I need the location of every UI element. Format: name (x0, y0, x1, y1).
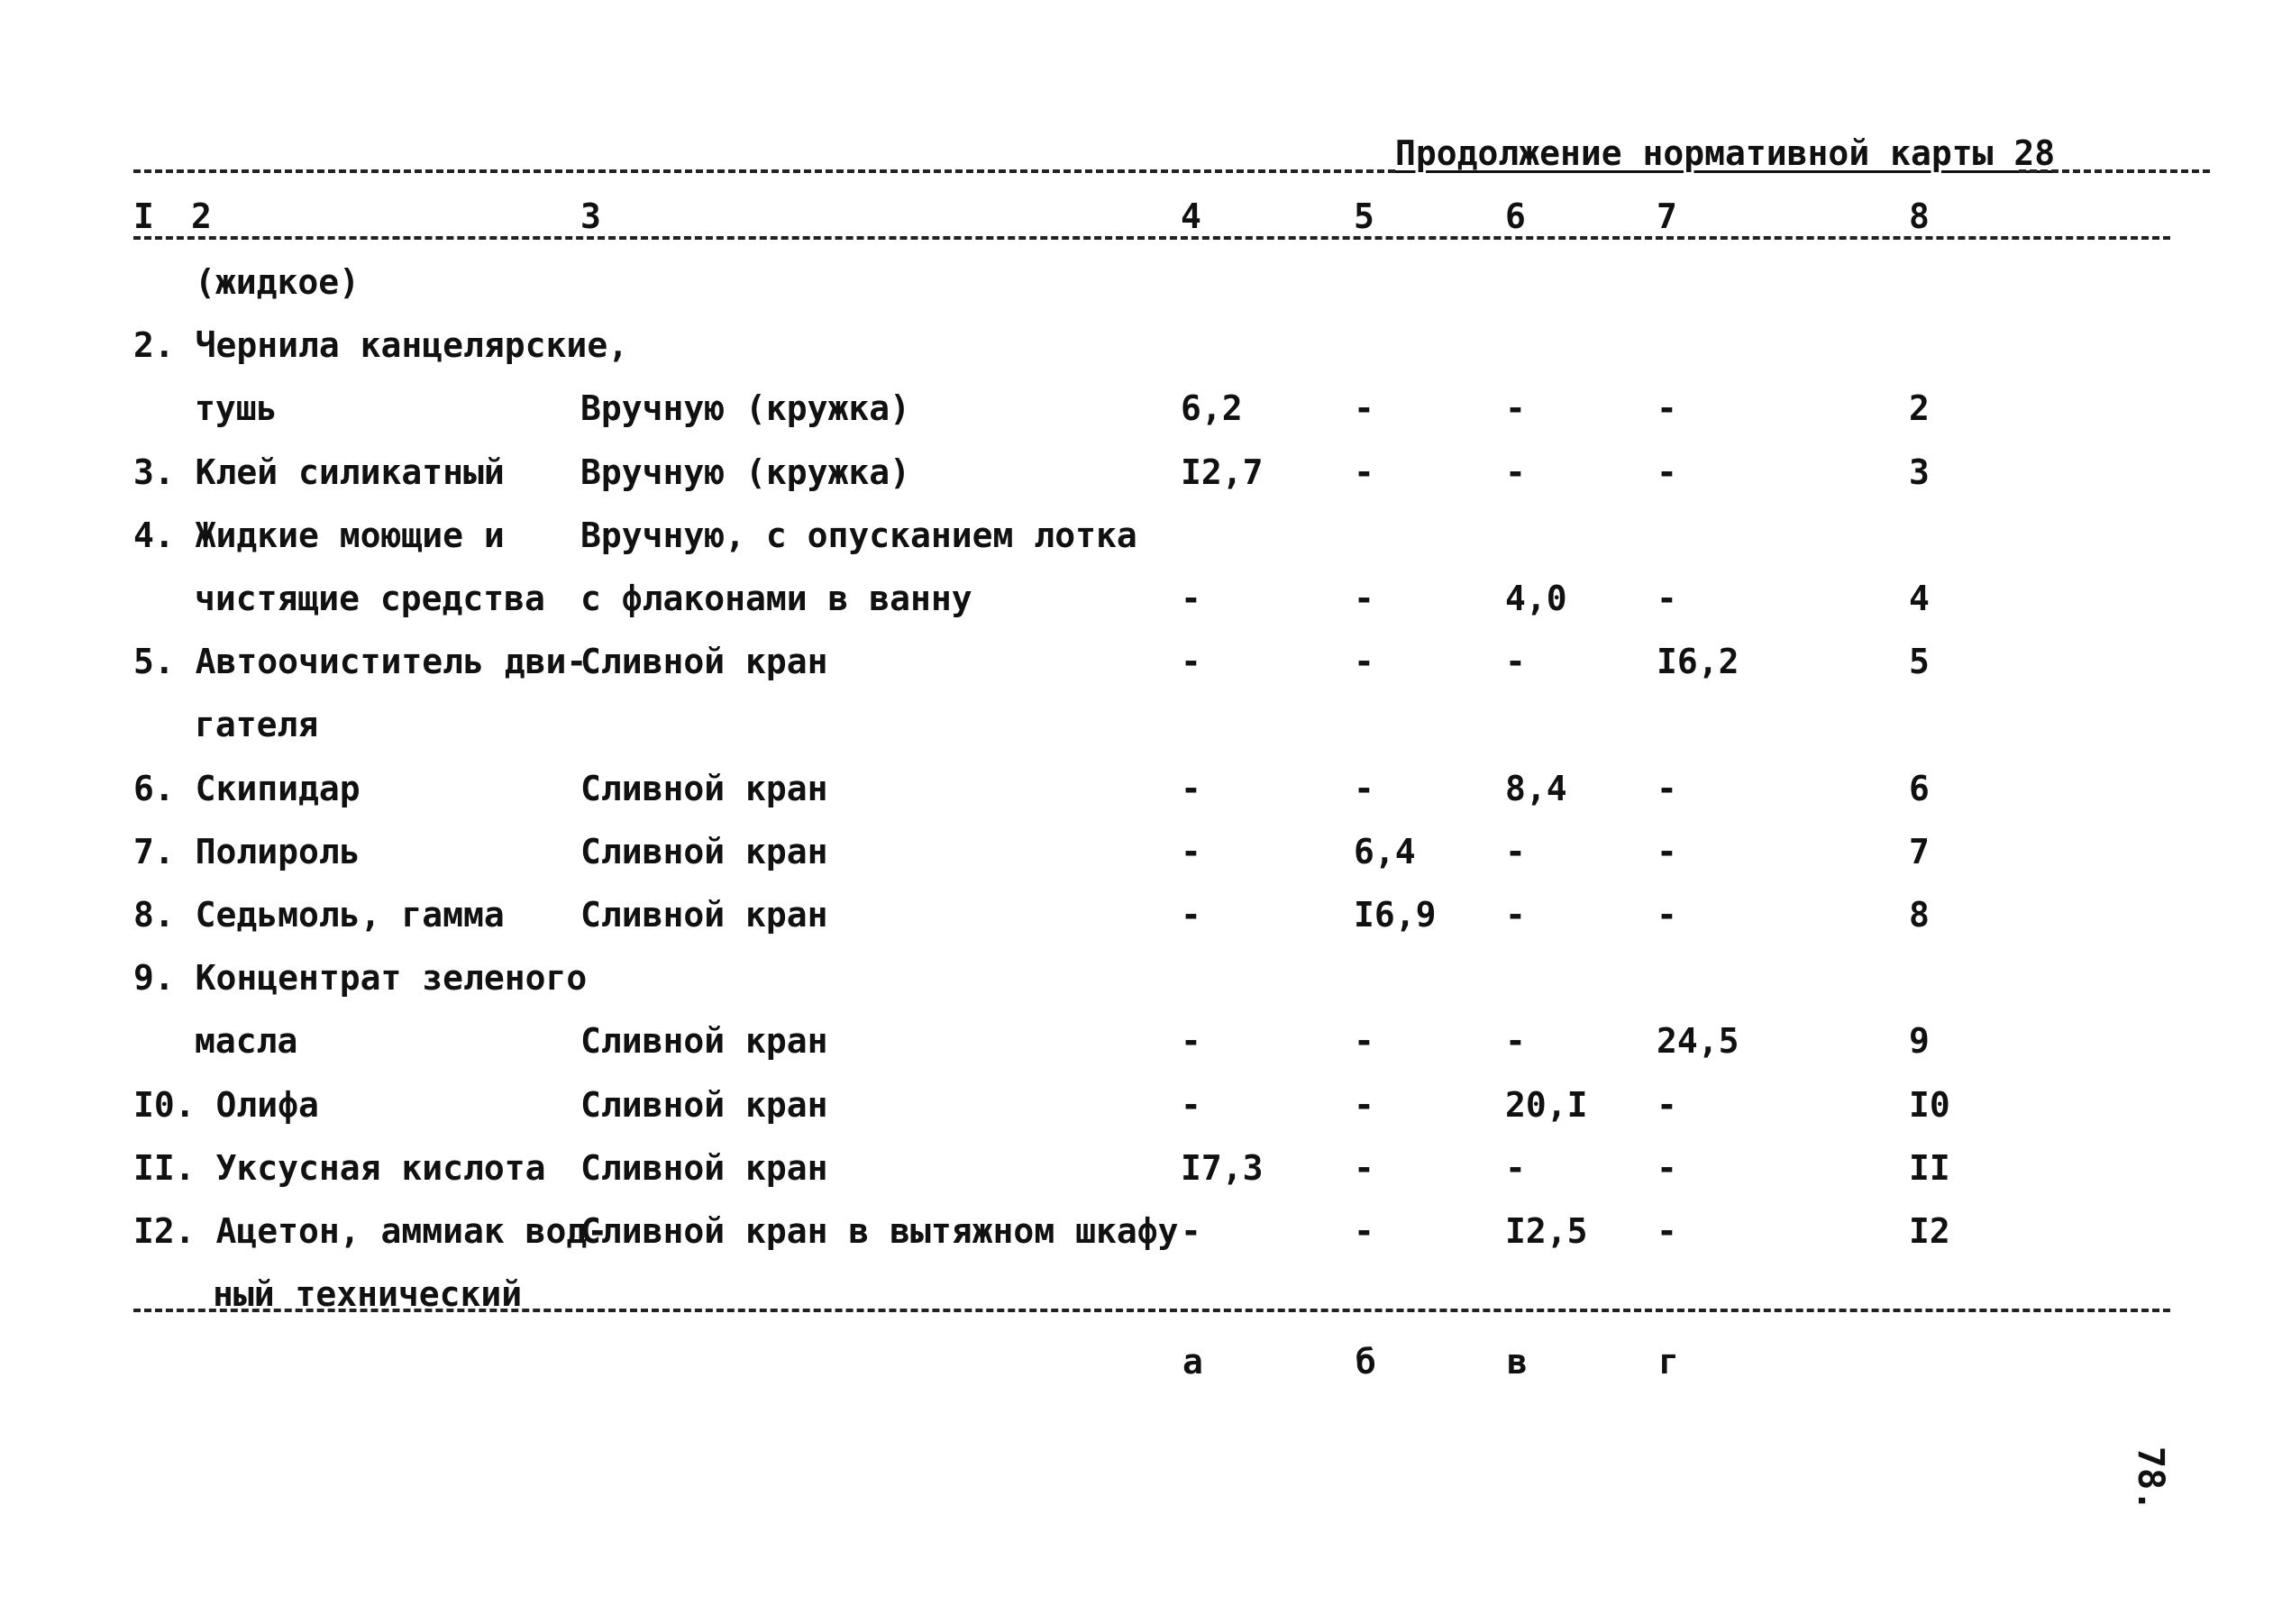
table-cell-r11-c2: 8. Седьмоль, гамма (133, 895, 505, 935)
table-cell-r7-c4: - (1181, 642, 1201, 681)
table-cell-r15-c7: - (1657, 1148, 1677, 1188)
table-cell-r14-c2: I0. Олифа (133, 1085, 319, 1125)
table-cell-r4-c6: - (1505, 452, 1526, 492)
table-cell-r3-c5: - (1354, 388, 1374, 428)
table-cell-r7-c5: - (1354, 642, 1374, 681)
table-cell-r9-c7: - (1657, 769, 1677, 808)
table-cell-r6-c8: 4 (1909, 579, 1930, 618)
table-cell-r16-c7: - (1657, 1211, 1677, 1251)
table-cell-r3-c4: 6,2 (1181, 388, 1243, 428)
table-cell-r10-c5: 6,4 (1354, 832, 1416, 871)
table-cell-r14-c5: - (1354, 1085, 1374, 1125)
table-cell-r9-c6: 8,4 (1505, 769, 1567, 808)
col-num-5: 5 (1354, 196, 1374, 236)
table-cell-r15-c6: - (1505, 1148, 1526, 1188)
table-cell-r14-c3: Сливной кран (580, 1085, 828, 1125)
table-cell-r10-c6: - (1505, 832, 1526, 871)
table-cell-r14-c7: - (1657, 1085, 1677, 1125)
table-cell-r11-c7: - (1657, 895, 1677, 935)
col-num-7: 7 (1657, 196, 1677, 236)
table-cell-r13-c5: - (1354, 1021, 1374, 1061)
table-cell-r14-c6: 20,I (1505, 1085, 1588, 1125)
table-cell-r11-c6: - (1505, 895, 1526, 935)
table-cell-r13-c7: 24,5 (1657, 1021, 1739, 1061)
table-cell-r11-c3: Сливной кран (580, 895, 828, 935)
table-cell-r9-c5: - (1354, 769, 1374, 808)
table-cell-r7-c8: 5 (1909, 642, 1930, 681)
table-cell-r14-c4: - (1181, 1085, 1201, 1125)
table-cell-r11-c4: - (1181, 895, 1201, 935)
table-cell-r4-c8: 3 (1909, 452, 1930, 492)
table-cell-r4-c7: - (1657, 452, 1677, 492)
footer-letter-a: а (1182, 1342, 1203, 1382)
table-cell-r14-c8: I0 (1909, 1085, 1950, 1125)
table-cell-r6-c2: чистящие средства (195, 579, 545, 618)
table-cell-r10-c8: 7 (1909, 832, 1930, 871)
table-cell-r10-c7: - (1657, 832, 1677, 871)
table-cell-r16-c2: I2. Ацетон, аммиак вод- (133, 1211, 608, 1251)
footer-letter-b: б (1356, 1342, 1376, 1382)
footer-letter-g: г (1658, 1342, 1679, 1382)
table-cell-r4-c2: 3. Клей силикатный (133, 452, 505, 492)
table-cell-r3-c7: - (1657, 388, 1677, 428)
table-cell-r3-c2: тушь (195, 388, 278, 428)
table-cell-r7-c3: Сливной кран (580, 642, 828, 681)
table-cell-r16-c8: I2 (1909, 1211, 1950, 1251)
table-cell-r13-c6: - (1505, 1021, 1526, 1061)
page-title: Продолжение нормативной карты 28 (1395, 133, 2056, 173)
table-cell-r6-c6: 4,0 (1505, 579, 1567, 618)
header-rule (133, 169, 1395, 173)
table-cell-r9-c2: 6. Скипидар (133, 769, 361, 808)
table-cell-r9-c3: Сливной кран (580, 769, 828, 808)
table-cell-r7-c7: I6,2 (1657, 642, 1739, 681)
table-cell-r16-c5: - (1354, 1211, 1374, 1251)
col-num-6: 6 (1505, 196, 1526, 236)
table-cell-r3-c6: - (1505, 388, 1526, 428)
table-cell-r6-c4: - (1181, 579, 1201, 618)
table-cell-r16-c6: I2,5 (1505, 1211, 1588, 1251)
table-cell-r13-c3: Сливной кран (580, 1021, 828, 1061)
col-num-1: I (133, 196, 154, 236)
table-cell-r1-c2: (жидкое) (195, 262, 361, 302)
table-cell-r13-c8: 9 (1909, 1021, 1930, 1061)
table-cell-r13-c4: - (1181, 1021, 1201, 1061)
table-cell-r4-c5: - (1354, 452, 1374, 492)
table-cell-r6-c5: - (1354, 579, 1374, 618)
table-cell-r11-c5: I6,9 (1354, 895, 1437, 935)
table-cell-r4-c4: I2,7 (1181, 452, 1264, 492)
table-cell-r16-c3: Сливной кран в вытяжном шкафу (580, 1211, 1179, 1251)
table-cell-r10-c4: - (1181, 832, 1201, 871)
table-cell-r12-c2: 9. Концентрат зеленого (133, 958, 588, 998)
table-cell-r15-c8: II (1909, 1148, 1950, 1188)
table-cell-r5-c3: Вручную, с опусканием лотка (580, 515, 1137, 555)
table-cell-r3-c3: Вручную (кружка) (580, 388, 911, 428)
table-cell-r5-c2: 4. Жидкие моющие и (133, 515, 505, 555)
table-cell-r4-c3: Вручную (кружка) (580, 452, 911, 492)
table-cell-r10-c3: Сливной кран (580, 832, 828, 871)
table-cell-r15-c5: - (1354, 1148, 1374, 1188)
table-cell-r11-c8: 8 (1909, 895, 1930, 935)
table-cell-r9-c4: - (1181, 769, 1201, 808)
col-num-2: 2 (191, 196, 212, 236)
table-cell-r7-c6: - (1505, 642, 1526, 681)
header-rule-right (2019, 169, 2210, 173)
footer-letter-v: в (1507, 1342, 1528, 1382)
col-num-4: 4 (1181, 196, 1201, 236)
col-num-3: 3 (580, 196, 601, 236)
table-cell-r15-c3: Сливной кран (580, 1148, 828, 1188)
table-cell-r2-c2: 2. Чернила канцелярские, (133, 325, 629, 365)
table-cell-r7-c2: 5. Автоочиститель дви- (133, 642, 588, 681)
table-cell-r10-c2: 7. Полироль (133, 832, 361, 871)
table-cell-r15-c2: II. Уксусная кислота (133, 1148, 546, 1188)
table-cell-r15-c4: I7,3 (1181, 1148, 1264, 1188)
table-cell-r3-c8: 2 (1909, 388, 1930, 428)
table-cell-r8-c2: гателя (195, 705, 319, 744)
col-num-8: 8 (1909, 196, 1930, 236)
page-number: 78. (2130, 1446, 2172, 1512)
table-cell-r6-c3: с флаконами в ванну (580, 579, 972, 618)
table-cell-r9-c8: 6 (1909, 769, 1930, 808)
column-number-rule (133, 236, 2170, 240)
table-cell-r17-c2: ный технический (213, 1274, 523, 1314)
table-bottom-rule (133, 1309, 2170, 1312)
table-cell-r6-c7: - (1657, 579, 1677, 618)
table-cell-r13-c2: масла (195, 1021, 298, 1061)
table-cell-r16-c4: - (1181, 1211, 1201, 1251)
